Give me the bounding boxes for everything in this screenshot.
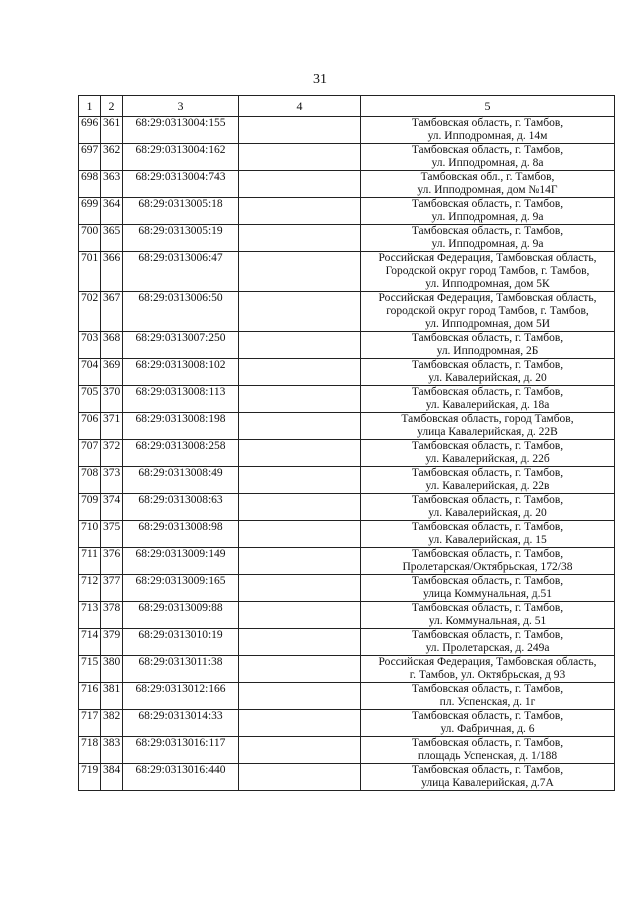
address-line: ул. Ипподромная, дом 5К [425,278,550,290]
address-cell [361,656,615,683]
row-number-cell: 696 [79,117,101,144]
empty-cell [239,252,361,292]
empty-cell [239,359,361,386]
registry-table [78,95,615,791]
empty-cell [239,629,361,656]
cadastral-number-cell: 68:29:0313008:113 [123,386,239,413]
address-line: улица Коммунальная, д.51 [422,588,553,600]
cadastral-number-cell: 68:29:0313009:149 [123,548,239,575]
address-line: ул. Кавалерийская, д. 22в [425,480,550,492]
header-row [79,96,615,117]
address-line: Тамбовская область, г. Тамбов, [411,548,564,560]
cadastral-number-cell: 68:29:0313016:440 [123,764,239,791]
address-cell [361,467,615,494]
empty-cell [239,683,361,710]
address-line: Тамбовская область, г. Тамбов, [411,710,564,722]
cadastral-number-cell: 68:29:0313005:19 [123,225,239,252]
table-row [79,710,615,737]
table-row [79,252,615,292]
item-number-cell: 376 [101,548,123,575]
row-number-cell: 719 [79,764,101,791]
table-row [79,198,615,225]
address-line: городской округ город Тамбов, г. Тамбов, [386,305,589,317]
row-number-cell: 705 [79,386,101,413]
table-row [79,292,615,332]
address-line: ул. Ипподромная, д. 9а [431,238,544,250]
row-number-cell: 713 [79,602,101,629]
address-cell [361,575,615,602]
address-line: ул. Пролетарская, д. 249а [425,642,550,654]
cadastral-number-cell: 68:29:0313016:117 [123,737,239,764]
address-cell [361,252,615,292]
address-line: улица Кавалерийская, д. 22В [417,426,558,438]
table-row [79,602,615,629]
address-line: ул. Ипподромная, д. 14м [427,130,548,142]
cadastral-number-cell: 68:29:0313008:98 [123,521,239,548]
table-row [79,359,615,386]
empty-cell [239,117,361,144]
address-cell [361,198,615,225]
address-line: Тамбовская область, г. Тамбов, [411,629,564,641]
empty-cell [239,467,361,494]
row-number-cell: 699 [79,198,101,225]
item-number-cell: 381 [101,683,123,710]
address-cell [361,144,615,171]
empty-cell [239,548,361,575]
cadastral-number-cell: 68:29:0313008:102 [123,359,239,386]
empty-cell [239,198,361,225]
cadastral-number-cell: 68:29:0313008:258 [123,440,239,467]
cadastral-number-cell: 68:29:0313008:49 [123,467,239,494]
address-cell [361,710,615,737]
address-line: пл. Успенская, д. 1г [439,696,536,708]
address-cell [361,225,615,252]
table-row [79,683,615,710]
address-cell [361,332,615,359]
address-line: Российская Федерация, Тамбовская область, [378,292,597,304]
table-row [79,656,615,683]
item-number-cell: 363 [101,171,123,198]
table-row [79,737,615,764]
address-line: Городской округ город Тамбов, г. Тамбов, [385,265,590,277]
item-number-cell: 378 [101,602,123,629]
row-number-cell: 697 [79,144,101,171]
address-line: ул. Кавалерийская, д. 20 [428,372,547,384]
cadastral-number-cell: 68:29:0313014:33 [123,710,239,737]
address-line: ул. Кавалерийская, д. 15 [428,534,547,546]
address-line: Российская Федерация, Тамбовская область, [378,656,597,668]
row-number-cell: 718 [79,737,101,764]
empty-cell [239,332,361,359]
address-line: ул. Ипподромная, 2Б [436,345,539,357]
table-row [79,494,615,521]
empty-cell [239,521,361,548]
address-cell [361,737,615,764]
address-cell [361,764,615,791]
table-row [79,548,615,575]
table-row [79,440,615,467]
empty-cell [239,144,361,171]
row-number-cell: 698 [79,171,101,198]
address-line: ул. Кавалерийская, д. 20 [428,507,547,519]
address-cell [361,521,615,548]
item-number-cell: 361 [101,117,123,144]
empty-cell [239,656,361,683]
address-cell [361,359,615,386]
address-line: Тамбовская область, г. Тамбов, [411,764,564,776]
row-number-cell: 714 [79,629,101,656]
item-number-cell: 369 [101,359,123,386]
item-number-cell: 382 [101,710,123,737]
row-number-cell: 715 [79,656,101,683]
item-number-cell: 384 [101,764,123,791]
empty-cell [239,737,361,764]
address-line: Тамбовская область, г. Тамбов, [411,198,564,210]
address-line: Тамбовская область, г. Тамбов, [411,332,564,344]
cadastral-number-cell: 68:29:0313004:162 [123,144,239,171]
table-header [79,96,615,117]
page-number: 31 [313,72,327,87]
item-number-cell: 371 [101,413,123,440]
table-row [79,332,615,359]
address-line: Тамбовская область, г. Тамбов, [411,683,564,695]
row-number-cell: 708 [79,467,101,494]
address-cell [361,494,615,521]
address-line: улица Кавалерийская, д.7А [421,777,554,789]
address-line: ул. Коммунальная, д. 51 [428,615,547,627]
cadastral-number-cell: 68:29:0313010:19 [123,629,239,656]
header-col-3: 3 [123,96,239,117]
address-line: Тамбовская область, город Тамбов, [401,413,574,425]
address-cell [361,602,615,629]
item-number-cell: 373 [101,467,123,494]
cadastral-number-cell: 68:29:0313011:38 [123,656,239,683]
address-line: Тамбовская область, г. Тамбов, [411,225,564,237]
cadastral-number-cell: 68:29:0313004:155 [123,117,239,144]
empty-cell [239,764,361,791]
row-number-cell: 703 [79,332,101,359]
table-row [79,386,615,413]
item-number-cell: 375 [101,521,123,548]
empty-cell [239,575,361,602]
table-row [79,225,615,252]
address-cell [361,683,615,710]
item-number-cell: 366 [101,252,123,292]
empty-cell [239,494,361,521]
address-cell [361,386,615,413]
row-number-cell: 700 [79,225,101,252]
address-line: Тамбовская обл., г. Тамбов, [420,171,555,183]
address-line: Тамбовская область, г. Тамбов, [411,494,564,506]
address-line: Тамбовская область, г. Тамбов, [411,386,564,398]
address-line: Тамбовская область, г. Тамбов, [411,359,564,371]
header-col-4: 4 [239,96,361,117]
header-col-5: 5 [361,96,615,117]
row-number-cell: 711 [79,548,101,575]
item-number-cell: 380 [101,656,123,683]
address-line: Тамбовская область, г. Тамбов, [411,575,564,587]
address-cell [361,440,615,467]
item-number-cell: 365 [101,225,123,252]
cadastral-number-cell: 68:29:0313008:198 [123,413,239,440]
address-line: Тамбовская область, г. Тамбов, [411,521,564,533]
address-line: Тамбовская область, г. Тамбов, [411,737,564,749]
table-row [79,575,615,602]
item-number-cell: 362 [101,144,123,171]
table-row [79,521,615,548]
address-line: ул. Ипподромная, д. 8а [431,157,544,169]
empty-cell [239,602,361,629]
cadastral-number-cell: 68:29:0313012:166 [123,683,239,710]
item-number-cell: 368 [101,332,123,359]
row-number-cell: 702 [79,292,101,332]
table-row [79,467,615,494]
address-line: Тамбовская область, г. Тамбов, [411,440,564,452]
item-number-cell: 367 [101,292,123,332]
item-number-cell: 377 [101,575,123,602]
item-number-cell: 379 [101,629,123,656]
address-cell [361,629,615,656]
address-line: Пролетарская/Октябрьская, 172/38 [402,561,573,573]
cadastral-number-cell: 68:29:0313009:88 [123,602,239,629]
item-number-cell: 374 [101,494,123,521]
cadastral-number-cell: 68:29:0313009:165 [123,575,239,602]
address-cell [361,413,615,440]
cadastral-number-cell: 68:29:0313007:250 [123,332,239,359]
address-line: Тамбовская область, г. Тамбов, [411,144,564,156]
empty-cell [239,225,361,252]
cadastral-number-cell: 68:29:0313005:18 [123,198,239,225]
table-row [79,413,615,440]
address-line: Тамбовская область, г. Тамбов, [411,467,564,479]
row-number-cell: 712 [79,575,101,602]
item-number-cell: 364 [101,198,123,225]
empty-cell [239,413,361,440]
address-line: ул. Ипподромная, д. 9а [431,211,544,223]
address-line: площадь Успенская, д. 1/188 [417,750,558,762]
address-line: Тамбовская область, г. Тамбов, [411,602,564,614]
address-line: Российская Федерация, Тамбовская область, [378,252,597,264]
address-cell [361,292,615,332]
header-col-1: 1 [79,96,101,117]
address-line: Тамбовская область, г. Тамбов, [411,117,564,129]
empty-cell [239,710,361,737]
row-number-cell: 716 [79,683,101,710]
address-line: ул. Фабричная, д. 6 [440,723,535,735]
empty-cell [239,440,361,467]
table-row [79,171,615,198]
empty-cell [239,292,361,332]
header-col-2: 2 [101,96,123,117]
address-line: г. Тамбов, ул. Октябрьская, д 93 [409,669,566,681]
address-cell [361,548,615,575]
row-number-cell: 704 [79,359,101,386]
table-row [79,144,615,171]
item-number-cell: 370 [101,386,123,413]
row-number-cell: 717 [79,710,101,737]
row-number-cell: 706 [79,413,101,440]
row-number-cell: 710 [79,521,101,548]
table-row [79,117,615,144]
row-number-cell: 709 [79,494,101,521]
row-number-cell: 701 [79,252,101,292]
address-line: ул. Ипподромная, дом №14Г [417,184,558,196]
cadastral-number-cell: 68:29:0313004:743 [123,171,239,198]
address-cell [361,117,615,144]
address-cell [361,171,615,198]
cadastral-number-cell: 68:29:0313006:47 [123,252,239,292]
item-number-cell: 372 [101,440,123,467]
empty-cell [239,171,361,198]
address-line: ул. Кавалерийская, д. 22б [425,453,550,465]
row-number-cell: 707 [79,440,101,467]
cadastral-number-cell: 68:29:0313006:50 [123,292,239,332]
empty-cell [239,386,361,413]
table-row [79,764,615,791]
table-body [79,117,615,791]
address-line: ул. Ипподромная, дом 5И [424,318,551,330]
cadastral-number-cell: 68:29:0313008:63 [123,494,239,521]
address-line: ул. Кавалерийская, д. 18а [425,399,550,411]
item-number-cell: 383 [101,737,123,764]
table-row [79,629,615,656]
